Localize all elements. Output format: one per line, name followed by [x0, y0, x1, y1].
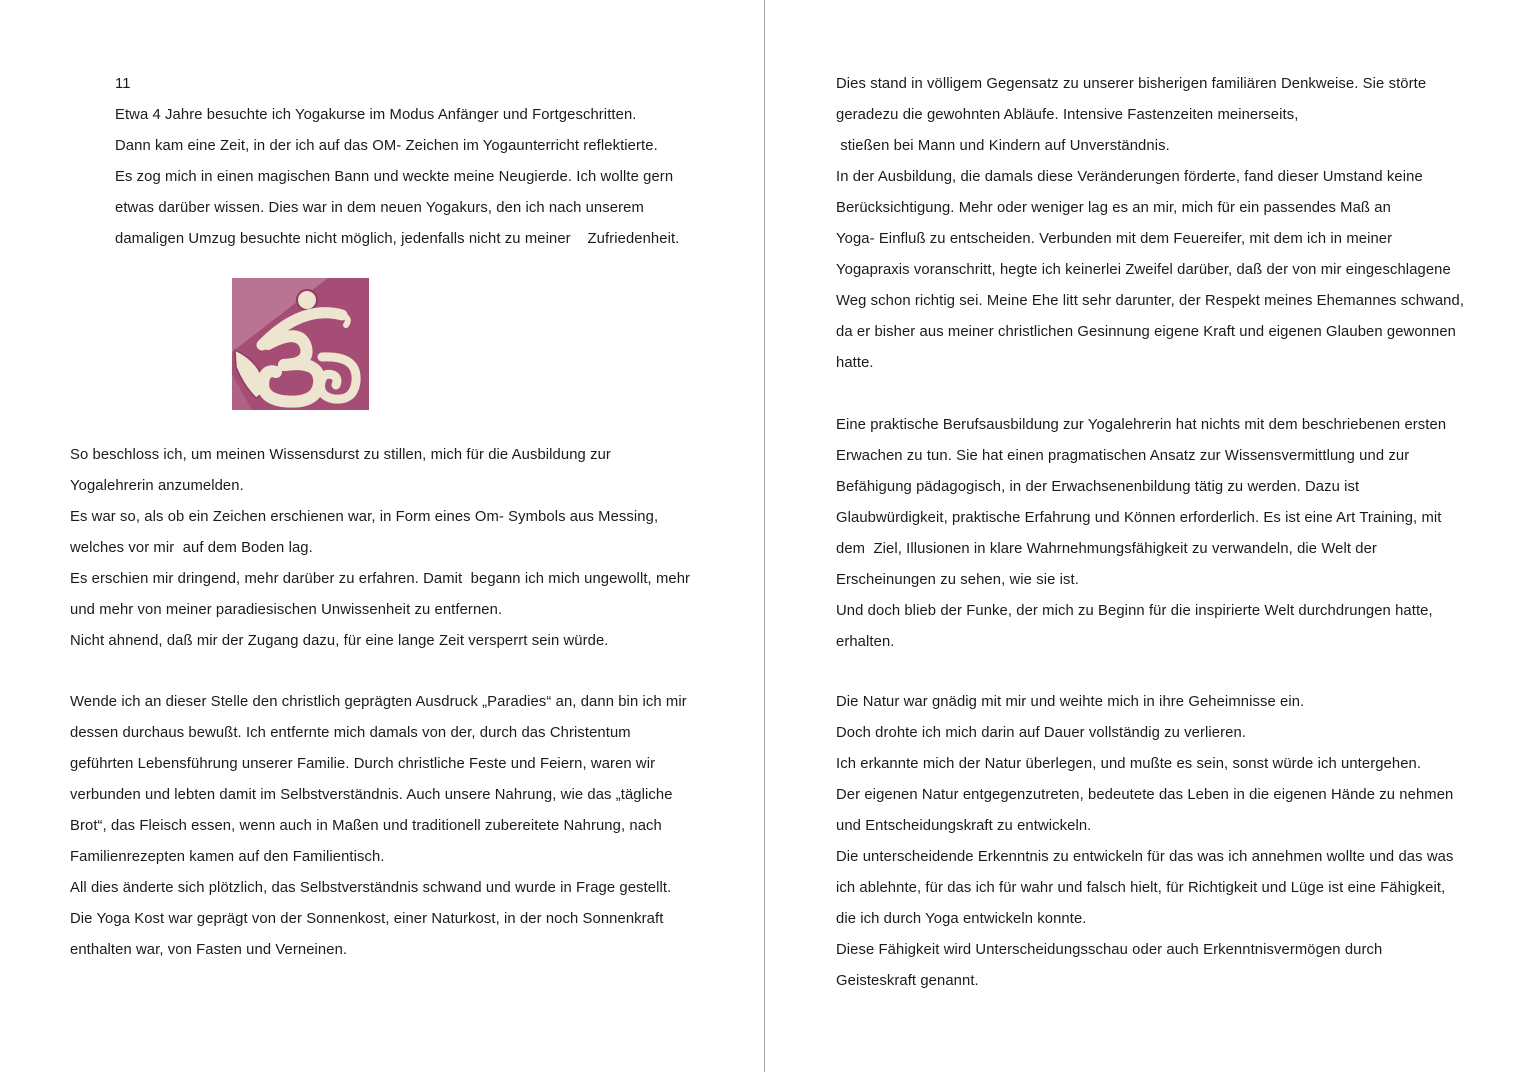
right-page	[765, 0, 1532, 1072]
om-symbol-image	[232, 278, 369, 410]
text-line: Yogapraxis voranschritt, hegte ich keinerlei Zweifel darüber, daß der von mir eingeschlagene	[836, 262, 1451, 278]
left-paragraph-3	[70, 687, 687, 966]
text-line: All dies änderte sich plötzlich, das Selbstverständnis schwand und wurde in Frage gestellt.	[70, 880, 672, 896]
text-line: hatte.	[836, 355, 874, 371]
text-line: So beschloss ich, um meinen Wissensdurst zu stillen, mich für die Ausbildung zur	[70, 447, 611, 463]
left-page	[0, 0, 764, 1072]
left-paragraph-intro	[115, 100, 679, 255]
text-line: In der Ausbildung, die damals diese Veränderungen förderte, fand dieser Umstand keine	[836, 169, 1423, 185]
text-line: ich ablehnte, für das ich für wahr und falsch hielt, für Richtigkeit und Lüge ist eine Fähigkeit,	[836, 880, 1446, 896]
text-line: Es erschien mir dringend, mehr darüber zu erfahren. Damit begann ich mich ungewollt, mehr	[70, 571, 691, 587]
text-line: stießen bei Mann und Kindern auf Unverständnis.	[836, 138, 1170, 154]
text-line: Die Natur war gnädig mit mir und weihte mich in ihre Geheimnisse ein.	[836, 694, 1305, 710]
text-line: Weg schon richtig sei. Meine Ehe litt sehr darunter, der Respekt meines Ehemannes schwand,	[836, 293, 1465, 309]
text-line: Erwachen zu tun. Sie hat einen pragmatischen Ansatz zur Wissensvermittlung und zur	[836, 448, 1410, 464]
text-line: Der eigenen Natur entgegenzutreten, bedeutete das Leben in die eigenen Hände zu nehmen	[836, 787, 1454, 803]
text-line: und Entscheidungskraft zu entwickeln.	[836, 818, 1092, 834]
right-paragraph-2	[836, 410, 1446, 658]
text-line: Berücksichtigung. Mehr oder weniger lag es an mir, mich für ein passendes Maß an	[836, 200, 1391, 216]
text-line: damaligen Umzug besuchte nicht möglich, jedenfalls nicht zu meiner Zufriedenheit.	[115, 231, 680, 247]
text-line: geradezu die gewohnten Abläufe. Intensive Fastenzeiten meinerseits,	[836, 107, 1299, 123]
text-line: Dann kam eine Zeit, in der ich auf das OM- Zeichen im Yogaunterricht reflektierte.	[115, 138, 658, 154]
text-line: Geisteskraft genannt.	[836, 973, 979, 989]
text-line: geführten Lebensführung unserer Familie. Durch christliche Feste und Feiern, waren wir	[70, 756, 656, 772]
right-paragraph-3	[836, 687, 1453, 997]
text-line: Es war so, als ob ein Zeichen erschienen war, in Form eines Om- Symbols aus Messing,	[70, 509, 659, 525]
text-line: die ich durch Yoga entwickeln konnte.	[836, 911, 1087, 927]
text-line: Und doch blieb der Funke, der mich zu Beginn für die inspirierte Welt durchdrungen hatte,	[836, 603, 1433, 619]
text-line: dem Ziel, Illusionen in klare Wahrnehmungsfähigkeit zu verwandeln, die Welt der	[836, 541, 1377, 557]
text-line: Yoga- Einfluß zu entscheiden. Verbunden mit dem Feuereifer, mit dem ich in meiner	[836, 231, 1393, 247]
text-line: enthalten war, von Fasten und Verneinen.	[70, 942, 348, 958]
text-line: und mehr von meiner paradiesischen Unwissenheit zu entfernen.	[70, 602, 503, 618]
text-line: welches vor mir auf dem Boden lag.	[70, 540, 313, 556]
om-icon	[232, 278, 369, 410]
text-line: Eine praktische Berufsausbildung zur Yogalehrerin hat nichts mit dem beschriebenen ersten	[836, 417, 1447, 433]
text-line: Familienrezepten kamen auf den Familientisch.	[70, 849, 385, 865]
text-line: Ich erkannte mich der Natur überlegen, und mußte es sein, sonst würde ich untergehen.	[836, 756, 1422, 772]
right-paragraph-1	[836, 69, 1464, 379]
text-line: Brot“, das Fleisch essen, wenn auch in Maßen und traditionell zubereitete Nahrung, nach	[70, 818, 662, 834]
left-paragraph-2	[70, 440, 690, 657]
text-line: Die Yoga Kost war geprägt von der Sonnenkost, einer Naturkost, in der noch Sonnenkraft	[70, 911, 664, 927]
text-line: Diese Fähigkeit wird Unterscheidungsschau oder auch Erkenntnisvermögen durch	[836, 942, 1383, 958]
text-line: Erscheinungen zu sehen, wie sie ist.	[836, 572, 1079, 588]
text-line: Es zog mich in einen magischen Bann und weckte meine Neugierde. Ich wollte gern	[115, 169, 674, 185]
text-line: Die unterscheidende Erkenntnis zu entwickeln für das was ich annehmen wollte und das was	[836, 849, 1454, 865]
text-line: Nicht ahnend, daß mir der Zugang dazu, für eine lange Zeit versperrt sein würde.	[70, 633, 609, 649]
text-line: Glaubwürdigkeit, praktische Erfahrung und Können erforderlich. Es ist eine Art Training, mit	[836, 510, 1442, 526]
text-line: Yogalehrerin anzumelden.	[70, 478, 244, 494]
text-line: Doch drohte ich mich darin auf Dauer vollständig zu verlieren.	[836, 725, 1247, 741]
text-line: Dies stand in völligem Gegensatz zu unserer bisherigen familiären Denkweise. Sie störte	[836, 76, 1427, 92]
text-line: da er bisher aus meiner christlichen Gesinnung eigene Kraft und eigenen Glauben gewonnen	[836, 324, 1456, 340]
text-line: etwas darüber wissen. Dies war in dem neuen Yogakurs, den ich nach unserem	[115, 200, 644, 216]
text-line: erhalten.	[836, 634, 895, 650]
text-line: Wende ich an dieser Stelle den christlich geprägten Ausdruck „Paradies“ an, dann bin ich mir	[70, 694, 687, 710]
text-line: Befähigung pädagogisch, in der Erwachsenenbildung tätig zu werden. Dazu ist	[836, 479, 1360, 495]
page-number: 11	[115, 76, 131, 92]
text-line: verbunden und lebten damit im Selbstverständnis. Auch unsere Nahrung, wie das „tägliche	[70, 787, 673, 803]
text-line: Etwa 4 Jahre besuchte ich Yogakurse im Modus Anfänger und Fortgeschritten.	[115, 107, 637, 123]
text-line: dessen durchaus bewußt. Ich entfernte mich damals von der, durch das Christentum	[70, 725, 631, 741]
